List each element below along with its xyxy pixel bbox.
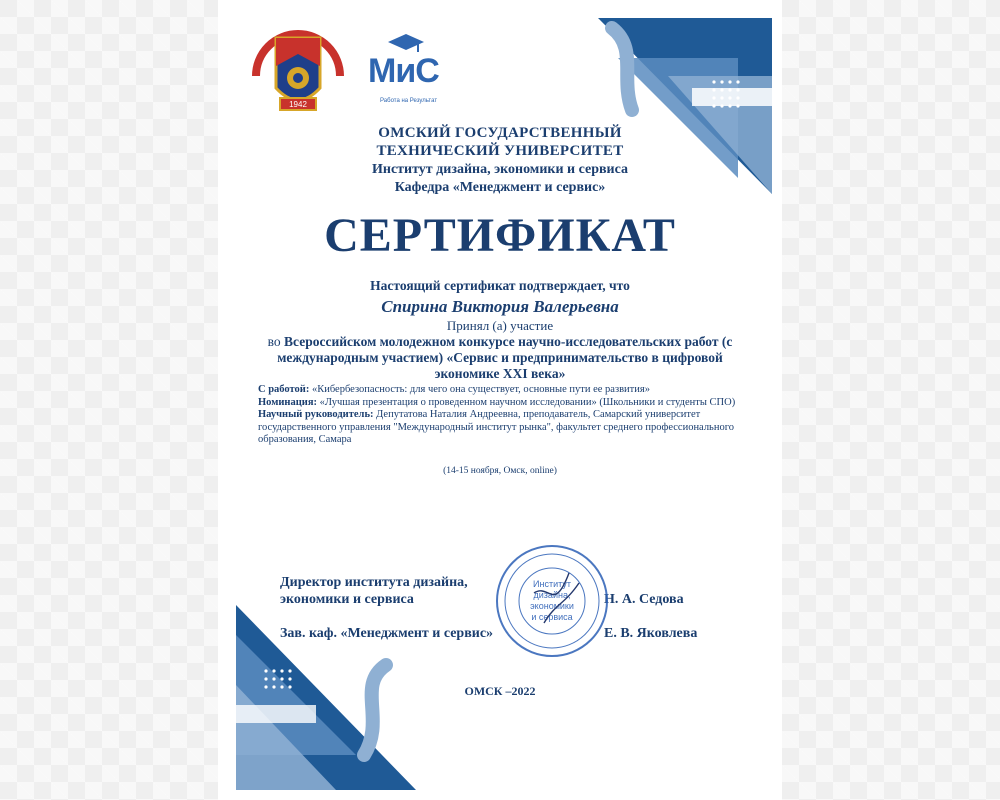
recipient-name: Спирина Виктория Валерьевна (381, 297, 619, 316)
head-name: Е. В. Яковлева (604, 626, 698, 641)
nomination-value: «Лучшая презентация о проведенном научном исследовании» (Школьники и студенты СПО) (317, 396, 736, 408)
director-name: Н. А. Седова (604, 592, 684, 607)
confirmation-text: Настоящий сертификат подтверждает, что (370, 278, 630, 293)
university-name-line2: ТЕХНИЧЕСКИЙ УНИВЕРСИТЕТ (376, 143, 624, 159)
mis-logo (360, 30, 446, 110)
mis-logo-subtitle: Работа на Результат (380, 98, 438, 104)
footer-city-year: ОМСК –2022 (464, 684, 536, 698)
official-stamp (494, 543, 610, 659)
stamp-line3: экономики (530, 601, 574, 611)
director-title-line2: экономики и сервиса (280, 592, 414, 607)
contest-prefix: во (267, 334, 285, 349)
director-title-line1: Директор института дизайна, (280, 575, 468, 590)
event-dates: (14-15 ноября, Омск, online) (443, 466, 557, 476)
stamp-line4: и сервиса (531, 612, 573, 622)
work-row (258, 384, 748, 397)
graduation-cap-icon (386, 32, 426, 54)
contest-name: Всероссийском молодежном конкурсе научно-исследовательских работ (с международным участием) «Сервис и предпринимательство в цифровой экономике XXI века» (277, 334, 733, 381)
contest-description (248, 334, 752, 382)
work-value: «Кибербезопасность: для чего она существует, основные пути ее развития» (309, 384, 650, 395)
department-name: Кафедра «Менеджмент и сервис» (394, 180, 606, 195)
work-label: С работой: (258, 384, 310, 395)
work-details (258, 384, 748, 447)
institute-name: Институт дизайна, экономики и сервиса (371, 162, 629, 177)
nomination-label: Номинация: (258, 396, 317, 408)
mis-logo-text: МиС (368, 52, 439, 90)
nomination-row (258, 397, 748, 410)
stamp-line2: дизайна, (533, 590, 571, 600)
university-name-line1: ОМСКИЙ ГОСУДАРСТВЕННЫЙ (378, 125, 622, 141)
supervisor-label: Научный руководитель: (258, 409, 374, 421)
head-title: Зав. каф. «Менеджмент и сервис» (280, 626, 494, 641)
certificate-page (218, 0, 782, 800)
stamp-line1: Институт (533, 579, 571, 589)
omstu-year: 1942 (289, 100, 307, 109)
certificate-title: СЕРТИФИКАТ (324, 209, 676, 262)
omstu-logo (248, 26, 348, 120)
director-title (280, 574, 468, 608)
supervisor-value: Депутатова Наталия Андреевна, преподаватель, Самарский университет государственного управления "Международный институт рынка", факультет среднего профессионального образования, Самара (258, 409, 735, 446)
supervisor-row (258, 409, 748, 447)
participation-text: Принял (а) участие (446, 318, 554, 333)
